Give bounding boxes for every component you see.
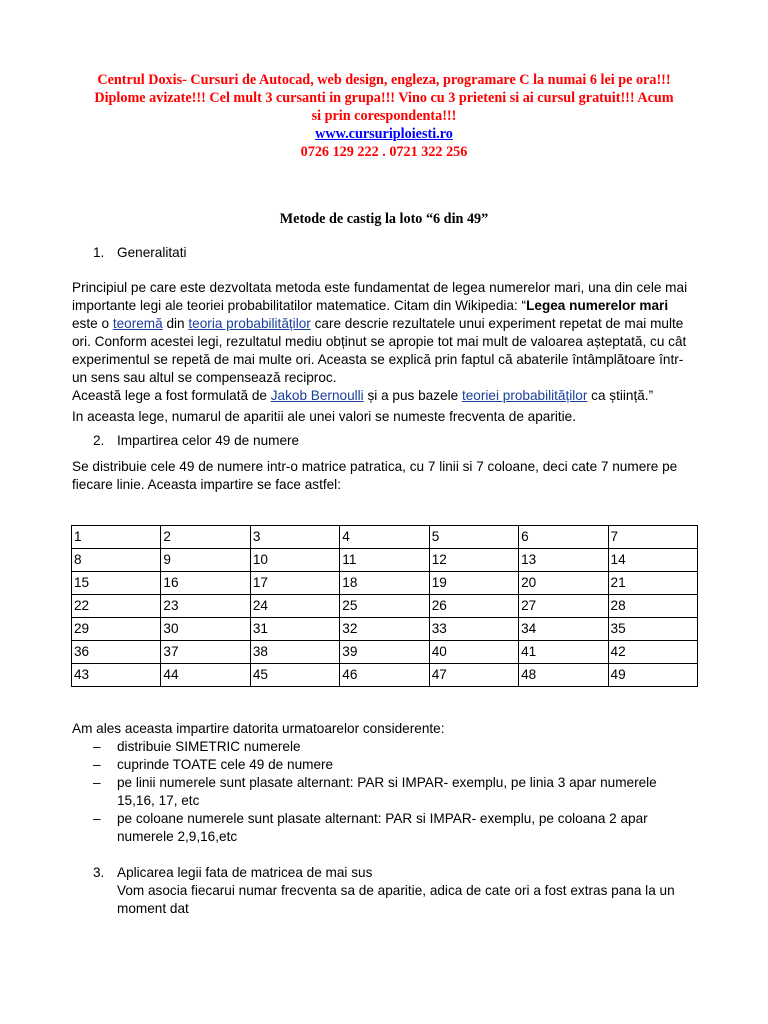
table-cell: 29 — [72, 618, 161, 641]
number-matrix — [71, 525, 698, 687]
table-cell: 31 — [250, 618, 339, 641]
section-3-heading: 3. Aplicarea legii fata de matricea de mai sus — [93, 865, 373, 880]
table-cell: 27 — [519, 595, 608, 618]
promo-line-2: Diplome avizate!!! Cel mult 3 cursanti in grupa!!! Vino cu 3 prieteni si ai cursul gratuit!!! Acum — [94, 90, 674, 106]
table-cell: 7 — [608, 526, 697, 549]
table-cell: 25 — [340, 595, 429, 618]
link-teorema[interactable]: teoremă — [112, 316, 163, 331]
promo-line-1: Centrul Doxis- Cursuri de Autocad, web design, engleza, programare C la numai 6 lei pe ora!!! — [97, 72, 671, 88]
table-cell: 16 — [161, 572, 250, 595]
table-row — [72, 618, 698, 641]
considerations-intro: Am ales aceasta impartire datorita urmatoarelor considerente: — [72, 721, 445, 736]
table-cell: 28 — [608, 595, 697, 618]
table-cell: 41 — [519, 641, 608, 664]
table-cell: 11 — [340, 549, 429, 572]
document-title: Metode de castig la loto “6 din 49” — [279, 211, 489, 227]
list-item: – pe linii numerele sunt plasate alternant: PAR si IMPAR- exemplu, pe linia 3 apar numerele 15,16, 17, etc — [93, 775, 657, 808]
table-cell: 42 — [608, 641, 697, 664]
section-1-note: In aceasta lege, numarul de aparitii ale unei valori se numeste frecventa de aparitie. — [72, 409, 577, 424]
table-cell: 19 — [429, 572, 518, 595]
table-cell: 49 — [608, 664, 697, 687]
table-cell: 20 — [519, 572, 608, 595]
table-cell: 12 — [429, 549, 518, 572]
table-cell: 35 — [608, 618, 697, 641]
table-cell: 8 — [72, 549, 161, 572]
section-2-heading: 2. Impartirea celor 49 de numere — [93, 433, 300, 448]
list-item: – pe coloane numerele sunt plasate alternant: PAR si IMPAR- exemplu, pe coloana 2 apar numerele 2,9,16,etc — [93, 811, 648, 844]
table-cell: 44 — [161, 664, 250, 687]
table-cell: 22 — [72, 595, 161, 618]
table-cell: 37 — [161, 641, 250, 664]
table-cell: 39 — [340, 641, 429, 664]
considerations-list — [93, 738, 693, 846]
table-cell: 24 — [250, 595, 339, 618]
promo-phones: 0726 129 222 . 0721 322 256 — [300, 144, 468, 160]
list-item: – cuprinde TOATE cele 49 de numere — [93, 757, 334, 772]
table-cell: 47 — [429, 664, 518, 687]
section-1-paragraph: Principiul pe care este dezvoltata metoda este fundamentat de legea numerelor mari, una din cele mai importante legi ale teoriei probabilitatilor matematice. Citam din Wikipedia: “Legea numerelor mari este o teoremă din teoria probabilităților care descrie rezultatele unui experiment repetat de mai multe ori. Conform acestei legi, rezultatul mediu obținut se apropie tot mai mult de valoarea așteptată, cu cât experimentul se repetă de mai multe ori. Aceasta se explică prin faptul că abaterile întâmplătoare într- un sens sau altul se compensează reciproc. Această lege a fost formulată de Jakob Bernoulli și a pus bazele teoriei probabilităților ca știință.” — [72, 280, 688, 403]
table-row — [72, 526, 698, 549]
table-cell: 1 — [72, 526, 161, 549]
table-cell: 48 — [519, 664, 608, 687]
table-cell: 17 — [250, 572, 339, 595]
list-item: – distribuie SIMETRIC numerele — [93, 739, 301, 754]
table-cell: 32 — [340, 618, 429, 641]
link-teoria-probabilitatilor[interactable]: teoria probabilităților — [188, 316, 311, 331]
section-3: 3. Aplicarea legii fata de matricea de mai sus Vom asocia fiecarui numar frecventa sa de aparitie, adica de cate ori a fost extras pana la un moment dat — [93, 865, 675, 916]
table-row — [72, 572, 698, 595]
table-cell: 45 — [250, 664, 339, 687]
table-row — [72, 641, 698, 664]
promo-banner — [60, 71, 708, 161]
table-cell: 43 — [72, 664, 161, 687]
table-cell: 10 — [250, 549, 339, 572]
table-cell: 13 — [519, 549, 608, 572]
table-row — [72, 595, 698, 618]
table-cell: 18 — [340, 572, 429, 595]
table-cell: 26 — [429, 595, 518, 618]
website-link[interactable]: www.cursuriploiesti.ro — [315, 126, 453, 142]
link-teoriei-probabilitatilor[interactable]: teoriei probabilităților — [461, 388, 588, 403]
table-cell: 36 — [72, 641, 161, 664]
table-cell: 5 — [429, 526, 518, 549]
table-cell: 4 — [340, 526, 429, 549]
table-cell: 21 — [608, 572, 697, 595]
table-cell: 14 — [608, 549, 697, 572]
table-cell: 15 — [72, 572, 161, 595]
section-1-heading: 1. Generalitati — [93, 245, 187, 260]
link-jakob-bernoulli[interactable]: Jakob Bernoulli — [270, 388, 364, 403]
table-cell: 23 — [161, 595, 250, 618]
table-cell: 30 — [161, 618, 250, 641]
table-cell: 3 — [250, 526, 339, 549]
section-2-paragraph: Se distribuie cele 49 de numere intr-o matrice patratica, cu 7 linii si 7 coloane, deci cate 7 numere pe fiecare linie. Aceasta impartire se face astfel: — [72, 459, 678, 492]
table-cell: 40 — [429, 641, 518, 664]
table-cell: 33 — [429, 618, 518, 641]
table-row — [72, 664, 698, 687]
promo-line-3: si prin corespondenta!!! — [311, 108, 457, 124]
table-row — [72, 549, 698, 572]
table-cell: 6 — [519, 526, 608, 549]
table-cell: 38 — [250, 641, 339, 664]
table-cell: 34 — [519, 618, 608, 641]
table-cell: 2 — [161, 526, 250, 549]
table-cell: 46 — [340, 664, 429, 687]
table-cell: 9 — [161, 549, 250, 572]
